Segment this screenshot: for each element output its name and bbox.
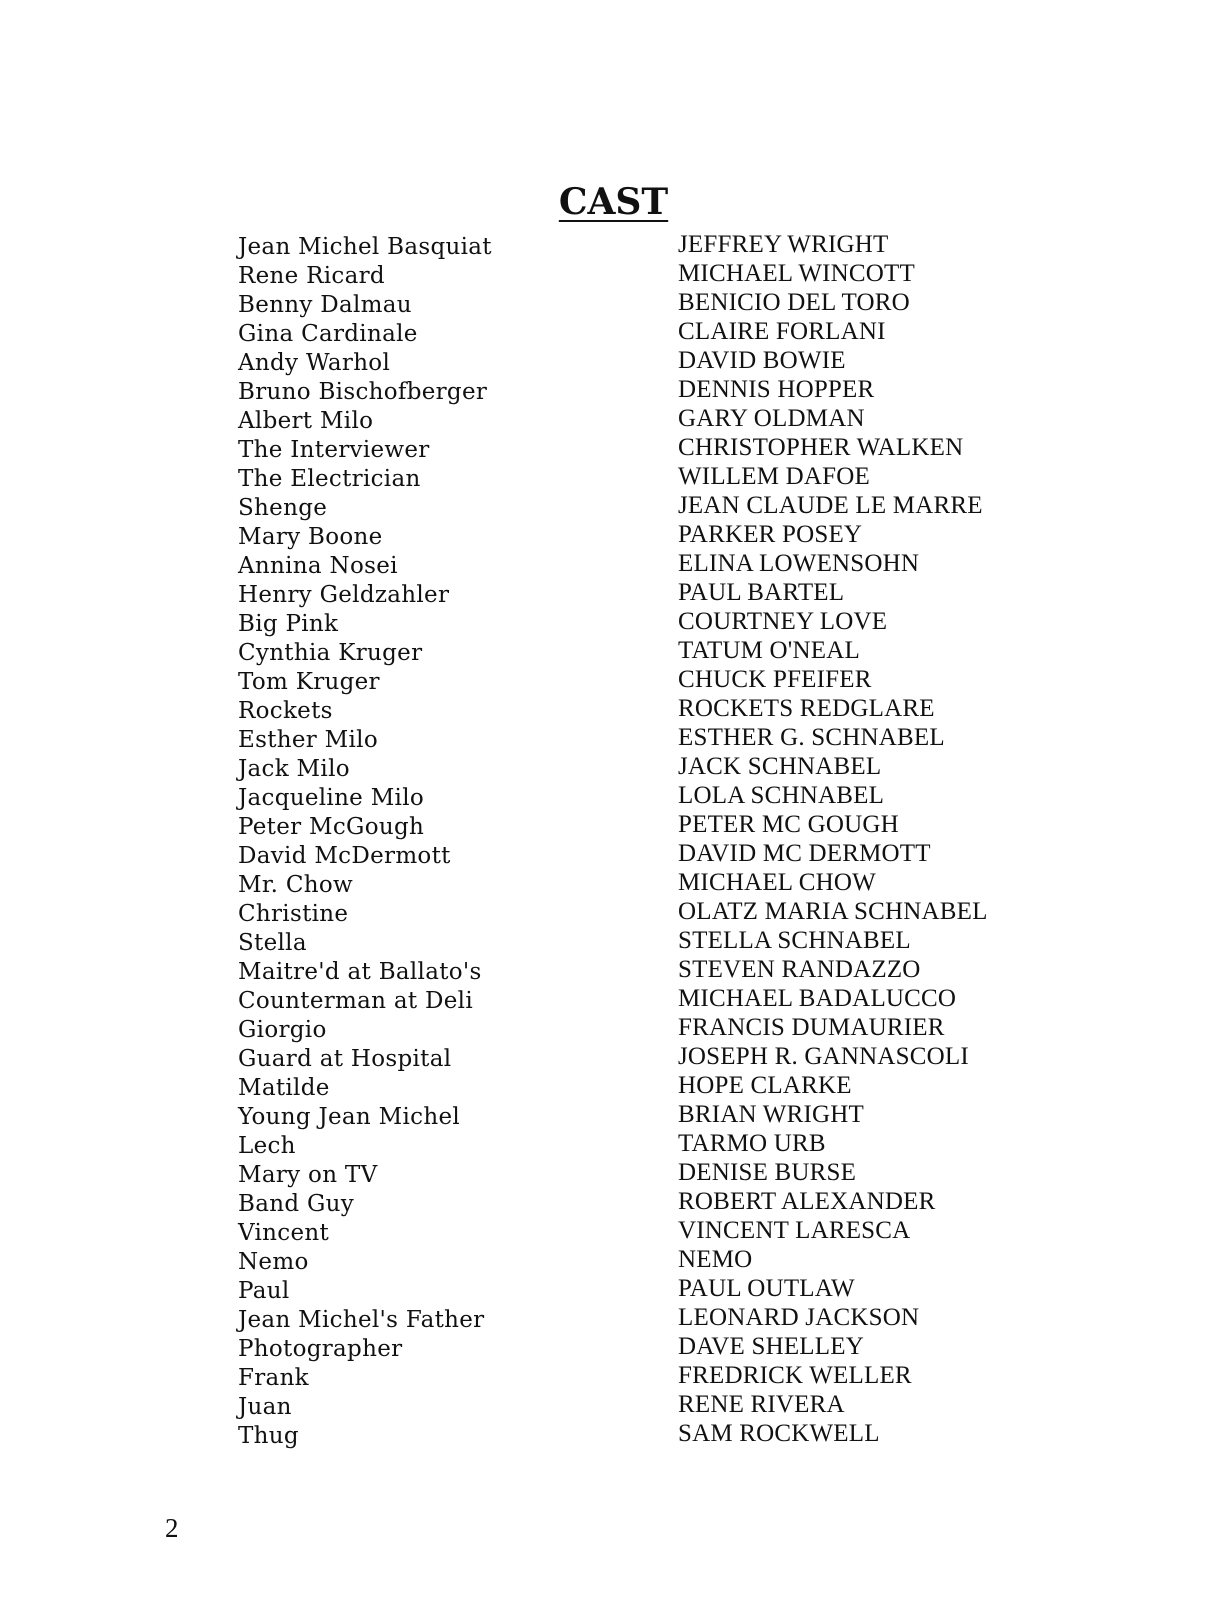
role-name: David McDermott — [238, 843, 451, 869]
role-name: Maitre'd at Ballato's — [238, 959, 482, 985]
page-number: 2 — [165, 1513, 179, 1543]
actor-name: JACK SCHNABEL — [678, 753, 882, 780]
role-name: Benny Dalmau — [238, 292, 412, 318]
role-name: Tom Kruger — [238, 669, 380, 695]
role-name: Thug — [238, 1423, 299, 1449]
actor-name: DENNIS HOPPER — [678, 376, 875, 403]
actor-name: DAVID BOWIE — [678, 347, 846, 374]
actor-name: DAVE SHELLEY — [678, 1333, 864, 1360]
actor-name: BRIAN WRIGHT — [678, 1101, 864, 1128]
role-name: Guard at Hospital — [238, 1046, 452, 1072]
actor-name: TATUM O'NEAL — [678, 637, 860, 664]
role-name: Gina Cardinale — [238, 321, 418, 347]
role-name: Shenge — [238, 495, 328, 521]
role-name: Jean Michel's Father — [238, 1307, 485, 1333]
role-name: Paul — [238, 1278, 290, 1304]
actor-name: PAUL OUTLAW — [678, 1275, 855, 1302]
actor-name: ESTHER G. SCHNABEL — [678, 724, 945, 751]
role-name: Mary Boone — [238, 524, 383, 550]
actor-name: PETER MC GOUGH — [678, 811, 899, 838]
page-title — [0, 180, 1227, 224]
role-name: Nemo — [238, 1249, 309, 1275]
actor-name: MICHAEL WINCOTT — [678, 260, 915, 287]
role-name: Esther Milo — [238, 727, 378, 753]
actor-name: STELLA SCHNABEL — [678, 927, 911, 954]
actor-name: BENICIO DEL TORO — [678, 289, 910, 316]
actor-name: OLATZ MARIA SCHNABEL — [678, 898, 988, 925]
role-name: Lech — [238, 1133, 296, 1159]
role-name: Young Jean Michel — [238, 1104, 461, 1130]
actor-name: LEONARD JACKSON — [678, 1304, 920, 1331]
actor-name: MICHAEL BADALUCCO — [678, 985, 957, 1012]
role-name: Mr. Chow — [238, 872, 353, 898]
actor-name: CHUCK PFEIFER — [678, 666, 872, 693]
actor-name: COURTNEY LOVE — [678, 608, 888, 635]
role-name: Henry Geldzahler — [238, 582, 450, 608]
actor-name: PARKER POSEY — [678, 521, 863, 548]
actor-name: STEVEN RANDAZZO — [678, 956, 921, 983]
actor-name: WILLEM DAFOE — [678, 463, 870, 490]
actor-name: ELINA LOWENSOHN — [678, 550, 920, 577]
actor-name: DENISE BURSE — [678, 1159, 857, 1186]
actor-name: TARMO URB — [678, 1130, 826, 1157]
role-name: Rockets — [238, 698, 333, 724]
role-name: The Electrician — [238, 466, 421, 492]
actor-name: PAUL BARTEL — [678, 579, 845, 606]
role-name: Frank — [238, 1365, 309, 1391]
actor-name: NEMO — [678, 1246, 753, 1273]
role-name: Jacqueline Milo — [238, 785, 425, 811]
actor-name: RENE RIVERA — [678, 1391, 845, 1418]
role-name: Big Pink — [238, 611, 339, 637]
role-name: Jean Michel Basquiat — [238, 234, 492, 260]
page-title-text: CAST — [558, 181, 669, 224]
actor-name: JOSEPH R. GANNASCOLI — [678, 1043, 969, 1070]
role-name: Andy Warhol — [238, 350, 391, 376]
actor-name: DAVID MC DERMOTT — [678, 840, 931, 867]
role-name: Peter McGough — [238, 814, 425, 840]
actor-name: CLAIRE FORLANI — [678, 318, 886, 345]
role-name: Band Guy — [238, 1191, 355, 1217]
role-name: Giorgio — [238, 1017, 327, 1043]
role-name: The Interviewer — [238, 437, 430, 463]
role-name: Annina Nosei — [238, 553, 398, 579]
role-name: Stella — [238, 930, 307, 956]
role-name: Photographer — [238, 1336, 403, 1362]
role-name: Juan — [238, 1394, 292, 1420]
role-name: Mary on TV — [238, 1162, 378, 1188]
actor-name: LOLA SCHNABEL — [678, 782, 885, 809]
actor-name: FRANCIS DUMAURIER — [678, 1014, 945, 1041]
role-name: Cynthia Kruger — [238, 640, 423, 666]
actor-name: FREDRICK WELLER — [678, 1362, 912, 1389]
actor-name: ROCKETS REDGLARE — [678, 695, 935, 722]
actor-name: CHRISTOPHER WALKEN — [678, 434, 964, 461]
role-name: Matilde — [238, 1075, 330, 1101]
role-name: Counterman at Deli — [238, 988, 473, 1014]
actor-name: HOPE CLARKE — [678, 1072, 852, 1099]
role-name: Albert Milo — [238, 408, 374, 434]
role-name: Christine — [238, 901, 349, 927]
role-name: Vincent — [238, 1220, 330, 1246]
role-name: Rene Ricard — [238, 263, 385, 289]
actor-list — [678, 230, 988, 1448]
actor-name: MICHAEL CHOW — [678, 869, 876, 896]
actor-name: VINCENT LARESCA — [678, 1217, 911, 1244]
role-name: Bruno Bischofberger — [238, 379, 488, 405]
role-list — [238, 233, 492, 1451]
actor-name: ROBERT ALEXANDER — [678, 1188, 936, 1215]
actor-name: GARY OLDMAN — [678, 405, 865, 432]
role-name: Jack Milo — [238, 756, 350, 782]
actor-name: JEFFREY WRIGHT — [678, 231, 889, 258]
actor-name: SAM ROCKWELL — [678, 1420, 880, 1447]
actor-name: JEAN CLAUDE LE MARRE — [678, 492, 983, 519]
